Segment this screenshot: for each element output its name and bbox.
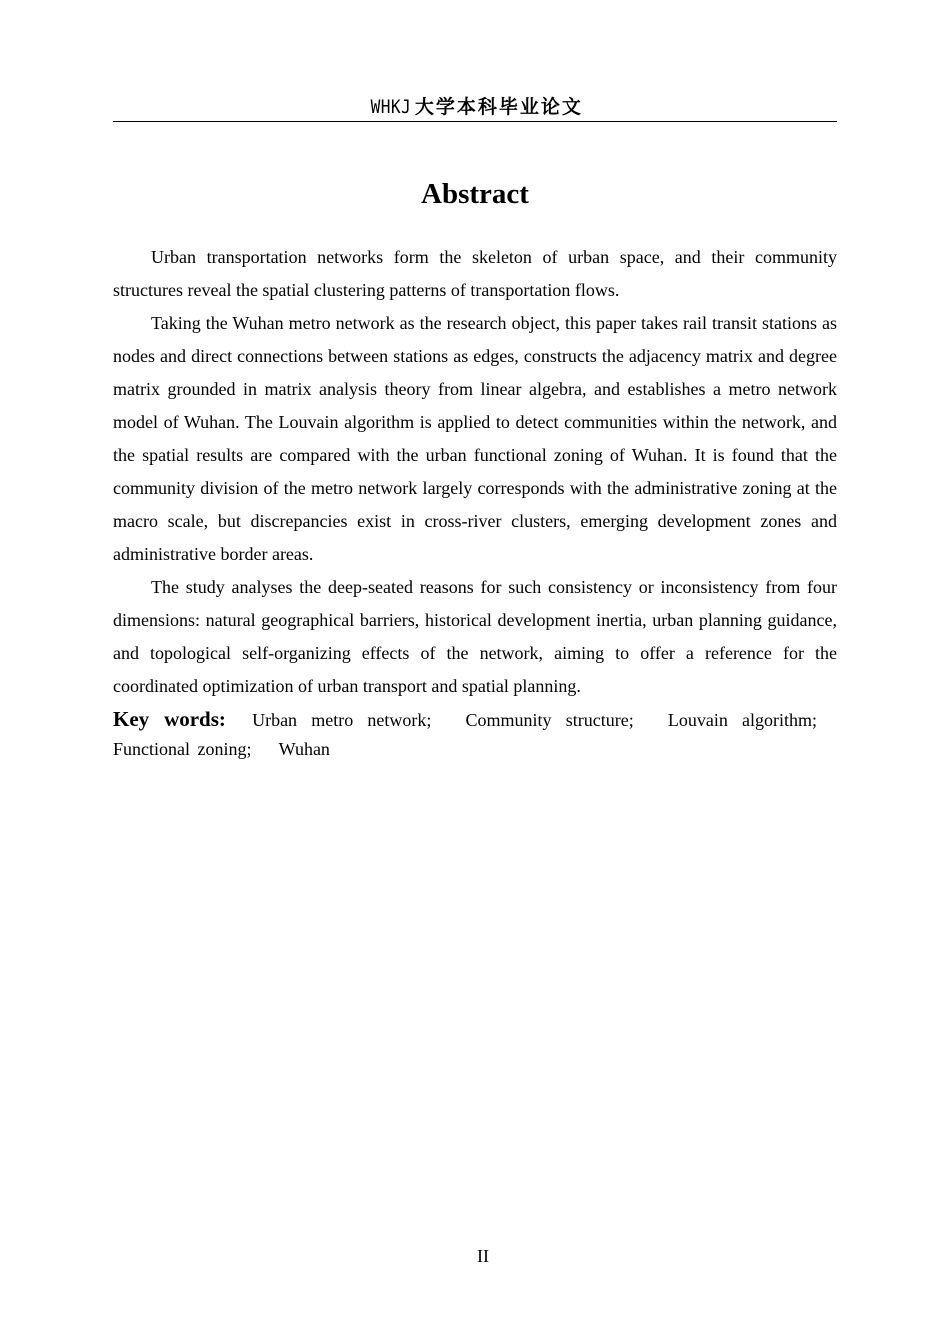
page-number: II bbox=[477, 1246, 489, 1266]
running-header bbox=[113, 94, 837, 120]
abstract-paragraph-3: The study analyses the deep-seated reasons for such consistency or inconsistency from four dimensions: natural geographical barriers, historical development inertia, urban planning guidance, and topological self-organizing effects of the network, aiming to offer a reference for the coordinated optimization of urban transport and spatial planning. bbox=[113, 577, 837, 696]
keyword-item: Urban metro network; bbox=[252, 710, 432, 730]
keyword-item: Community structure; bbox=[465, 710, 634, 730]
abstract-body bbox=[113, 241, 837, 764]
keyword-item: Functional zoning; bbox=[113, 739, 252, 759]
header-document-type: 大学本科毕业论文 bbox=[414, 96, 583, 118]
keyword-item: Louvain algorithm; bbox=[667, 710, 818, 730]
abstract-paragraph-1: Urban transportation networks form the skeleton of urban space, and their community structures reveal the spatial clustering patterns of transportation flows. bbox=[113, 247, 837, 300]
abstract-paragraph-2: Taking the Wuhan metro network as the research object, this paper takes rail transit stations as nodes and direct connections between stations as edges, constructs the adjacency matrix and degree matrix grounded in matrix analysis theory from linear algebra, and establishes a metro network model of Wuhan. The Louvain algorithm is applied to detect communities within the network, and the spatial results are compared with the urban functional zoning of Wuhan. It is found that the community division of the metro network largely corresponds with the administrative zoning at the macro scale, but discrepancies exist in cross-river clusters, emerging development zones and administrative border areas. bbox=[113, 313, 837, 564]
header-rule bbox=[113, 121, 837, 122]
abstract-title: Abstract bbox=[421, 178, 529, 210]
keywords-label: Key words: bbox=[113, 707, 226, 731]
keyword-item: Wuhan bbox=[278, 739, 330, 759]
header-institution-code: WHKJ bbox=[370, 96, 412, 118]
keywords-line bbox=[113, 705, 837, 764]
